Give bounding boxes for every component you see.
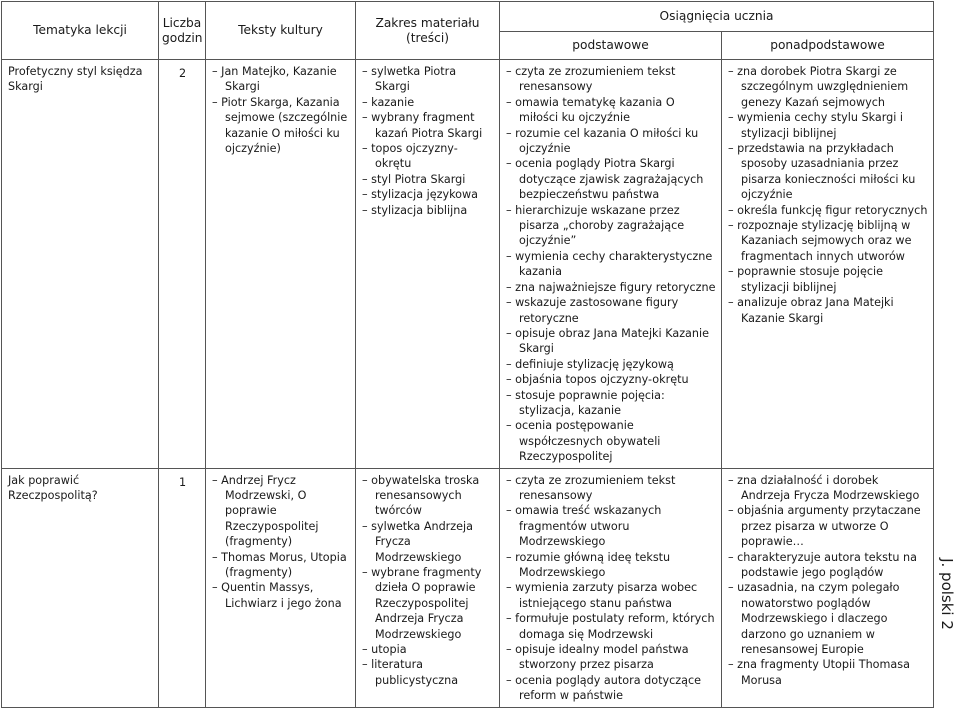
scope-cell — [356, 60, 500, 469]
list-item: – rozpoznaje stylizację biblijną w Kazaniach sejmowych oraz we fragmentach innych utworów — [728, 218, 928, 264]
list-item: – wskazuje zastosowane figury retoryczne — [506, 295, 716, 326]
list-item: – objaśnia topos ojczyzny-okrętu — [506, 372, 716, 387]
list-item: – hierarchizuje wskazane przez pisarza „choroby zagrażające ojczyźnie” — [506, 203, 716, 249]
list-item: – rozumie cel kazania O miłości ku ojczyźnie — [506, 126, 716, 157]
list-item: – stosuje poprawnie pojęcia: stylizacja, kazanie — [506, 388, 716, 419]
curriculum-table — [1, 1, 934, 708]
side-label — [933, 560, 960, 628]
list-item: – uzasadnia, na czym polegało nowatorstwo poglądów Modrzewskiego i dlaczego darzono go uznaniem w renesansowej Europie — [728, 580, 928, 657]
header-texts: Teksty kultury — [206, 2, 356, 60]
list-item: – wymienia cechy charakterystyczne kazania — [506, 249, 716, 280]
list-item: – stylizacja biblijna — [362, 203, 494, 218]
topic-cell: Jak poprawić Rzeczpospolitą? — [2, 468, 159, 707]
list-item: – utopia — [362, 642, 494, 657]
hours-cell: 1 — [159, 468, 206, 707]
list-item: – wymienia zarzuty pisarza wobec istniejącego stanu państwa — [506, 580, 716, 611]
basic-cell — [500, 60, 722, 469]
list-item: – poprawnie stosuje pojęcie stylizacji biblijnej — [728, 264, 928, 295]
list-item: – zna dorobek Piotra Skargi ze szczególnym uwzględnieniem genezy Kazań sejmowych — [728, 64, 928, 110]
header-achievements: Osiągnięcia ucznia — [500, 2, 934, 32]
list-item: – wymienia cechy stylu Skargi i stylizacji biblijnej — [728, 110, 928, 141]
advanced-cell — [722, 468, 934, 707]
list-item: – stylizacja językowa — [362, 187, 494, 202]
table-row — [2, 60, 934, 469]
list-item: – Thomas Morus, Utopia (fragmenty) — [212, 550, 350, 581]
list-item: – wybrany fragment kazań Piotra Skargi — [362, 110, 494, 141]
list-item: – omawia tematykę kazania O miłości ku ojczyźnie — [506, 95, 716, 126]
list-item: – opisuje idealny model państwa stworzony przez pisarza — [506, 642, 716, 673]
table-row — [2, 468, 934, 707]
list-item: – opisuje obraz Jana Matejki Kazanie Skargi — [506, 326, 716, 357]
texts-cell — [206, 60, 356, 469]
header-basic: podstawowe — [500, 32, 722, 60]
list-item: – literatura publicystyczna — [362, 657, 494, 688]
advanced-cell — [722, 60, 934, 469]
header-topic: Tematyka lekcji — [2, 2, 159, 60]
texts-cell — [206, 468, 356, 707]
list-item: – ocenia poglądy autora dotyczące reform w państwie — [506, 673, 716, 704]
list-item: – wybrane fragmenty dzieła O poprawie Rzeczypospolitej Andrzeja Frycza Modrzewskiego — [362, 565, 494, 642]
header-hours: Liczba godzin — [159, 2, 206, 60]
side-label-text: J. polski 2 — [937, 558, 956, 630]
list-item: – czyta ze zrozumieniem tekst renesansowy — [506, 64, 716, 95]
list-item: – kazanie — [362, 95, 494, 110]
list-item: – czyta ze zrozumieniem tekst renesansowy — [506, 473, 716, 504]
list-item: – Jan Matejko, Kazanie Skargi — [212, 64, 350, 95]
list-item: – Andrzej Frycz Modrzewski, O poprawie Rzeczypospolitej (fragmenty) — [212, 473, 350, 550]
list-item: – przedstawia na przykładach sposoby uzasadniania przez pisarza konieczności miłości ku ojczyźnie — [728, 141, 928, 203]
list-item: – analizuje obraz Jana Matejki Kazanie Skargi — [728, 295, 928, 326]
list-item: – omawia treść wskazanych fragmentów utworu Modrzewskiego — [506, 503, 716, 549]
header-advanced: ponadpodstawowe — [722, 32, 934, 60]
header-scope: Zakres materiału (treści) — [356, 2, 500, 60]
list-item: – charakteryzuje autora tekstu na podstawie jego poglądów — [728, 550, 928, 581]
list-item: – zna najważniejsze figury retoryczne — [506, 280, 716, 295]
list-item: – zna fragmenty Utopii Thomasa Morusa — [728, 657, 928, 688]
list-item: – sylwetka Andrzeja Frycza Modrzewskiego — [362, 519, 494, 565]
list-item: – topos ojczyzny-okrętu — [362, 141, 494, 172]
list-item: – obywatelska troska renesansowych twórców — [362, 473, 494, 519]
list-item: – Piotr Skarga, Kazania sejmowe (szczególnie kazanie O miłości ku ojczyźnie) — [212, 95, 350, 157]
list-item: – formułuje postulaty reform, których domaga się Modrzewski — [506, 611, 716, 642]
scope-cell — [356, 468, 500, 707]
list-item: – sylwetka Piotra Skargi — [362, 64, 494, 95]
list-item: – określa funkcję figur retorycznych — [728, 203, 928, 218]
topic-cell: Profetyczny styl księdza Skargi — [2, 60, 159, 469]
list-item: – Quentin Massys, Lichwiarz i jego żona — [212, 580, 350, 611]
basic-cell — [500, 468, 722, 707]
list-item: – ocenia postępowanie współczesnych obywateli Rzeczypospolitej — [506, 418, 716, 464]
hours-cell: 2 — [159, 60, 206, 469]
list-item: – objaśnia argumenty przytaczane przez pisarza w utworze O poprawie… — [728, 503, 928, 549]
list-item: – rozumie główną ideę tekstu Modrzewskiego — [506, 550, 716, 581]
list-item: – definiuje stylizację językową — [506, 357, 716, 372]
list-item: – styl Piotra Skargi — [362, 172, 494, 187]
list-item: – zna działalność i dorobek Andrzeja Frycza Modrzewskiego — [728, 473, 928, 504]
list-item: – ocenia poglądy Piotra Skargi dotyczące zjawisk zagrażających bezpieczeństwu państwa — [506, 156, 716, 202]
